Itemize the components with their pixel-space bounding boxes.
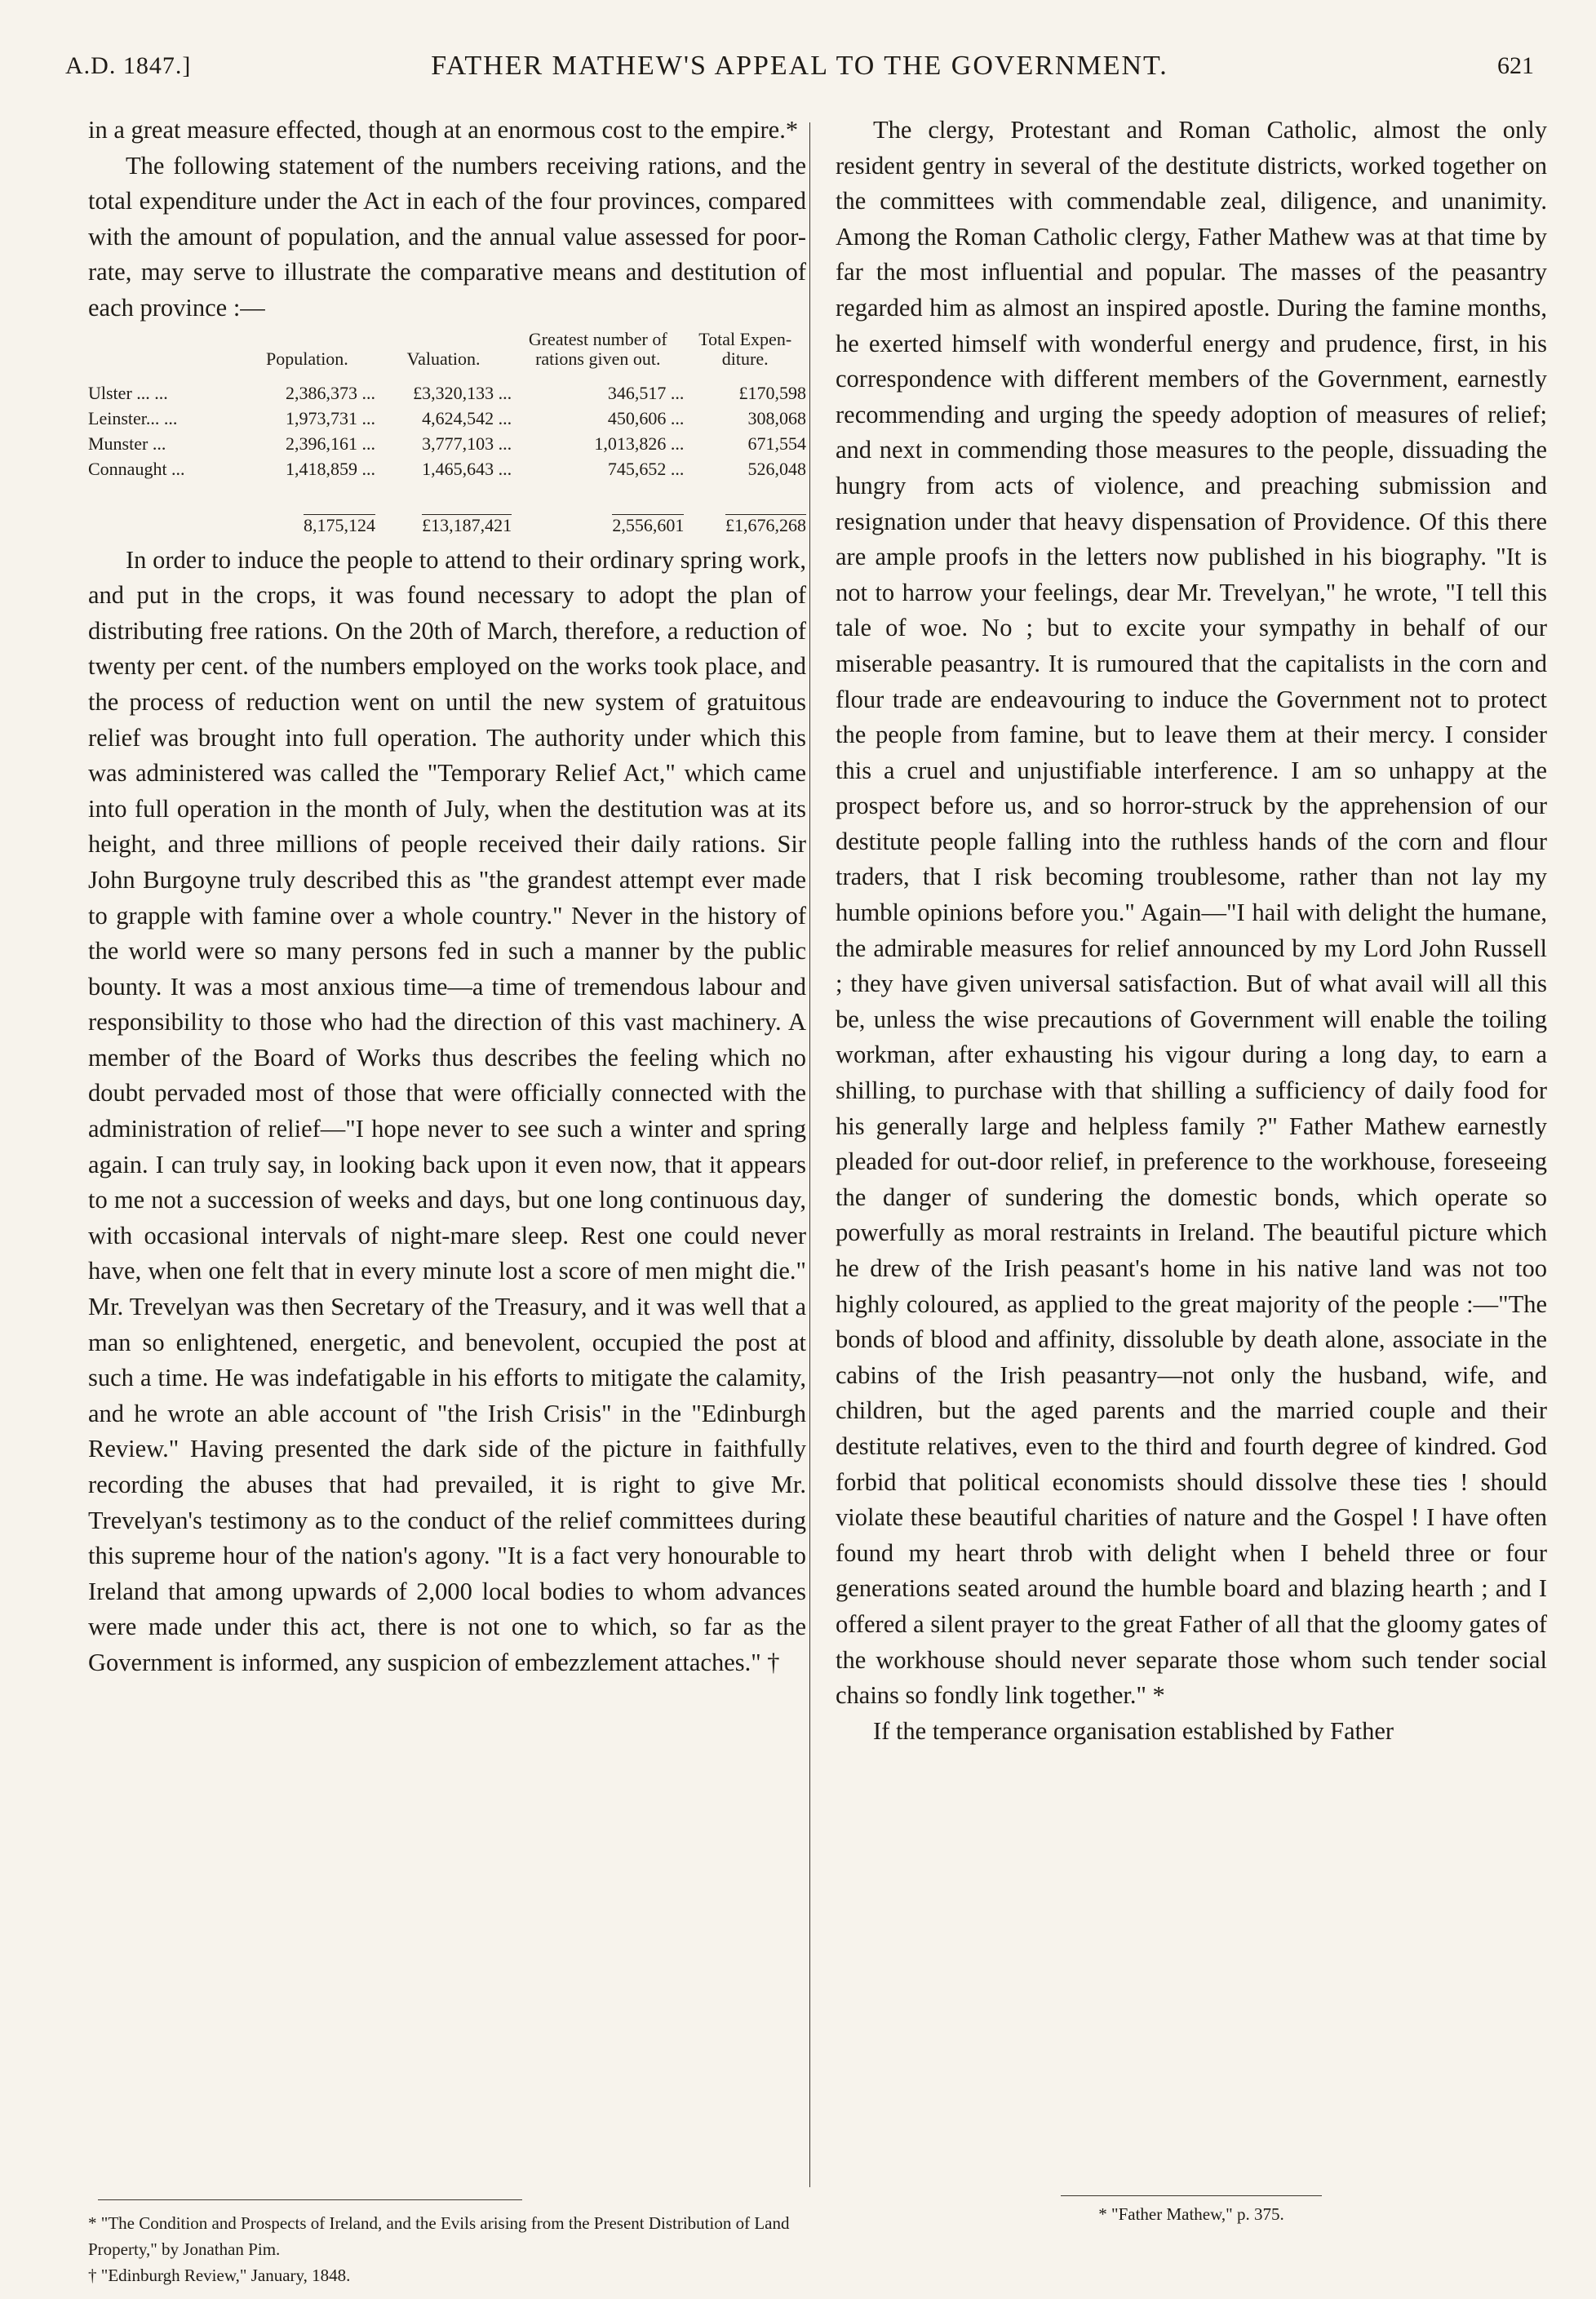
total-valuation: £13,187,421	[422, 514, 512, 535]
cell-province: Connaught ...	[88, 458, 185, 479]
cell-population: 1,418,859 ...	[285, 458, 375, 479]
cell-expenditure: 671,554	[747, 433, 806, 454]
left-paragraph-2: The following statement of the numbers receiving rations, and the total expenditure under the Act in each of the four provinces, compared with the amount of population, and the annual value assessed for poor-rate, may serve to illustrate the comparative means and destitution of each province :—	[88, 151, 806, 322]
cell-valuation: 4,624,542 ...	[422, 407, 512, 428]
total-rations: 2,556,601	[612, 514, 685, 535]
table-row	[88, 380, 806, 406]
cell-population: 1,973,731 ...	[285, 407, 375, 428]
cell-population: 2,386,373 ...	[285, 382, 375, 403]
running-head-title: FATHER MATHEW'S APPEAL TO THE GOVERNMENT.	[431, 51, 1168, 81]
footnote-rule-right	[1061, 2195, 1322, 2196]
footnotes-left	[88, 2210, 806, 2288]
cell-total-valuation	[375, 482, 512, 538]
cell-total-population	[239, 482, 375, 538]
table-header-province	[88, 330, 239, 380]
table-header-valuation: Valuation.	[406, 348, 481, 369]
cell-expenditure: £170,598	[738, 382, 806, 403]
cell-total-rations	[512, 482, 684, 538]
table-totals-row	[88, 482, 806, 538]
table-row	[88, 456, 806, 482]
footnote-pim: * "The Condition and Prospects of Ireland, and the Evils arising from the Present Distribution of Land Property," by Jonathan Pim.	[88, 2213, 790, 2259]
cell-valuation: 1,465,643 ...	[422, 458, 512, 479]
table-header-expenditure: Total Expen-diture.	[698, 328, 792, 369]
total-population: 8,175,124	[303, 514, 375, 535]
province-statistics-table	[88, 330, 806, 538]
right-column	[836, 113, 1547, 1749]
table-row	[88, 431, 806, 456]
table-row	[88, 406, 806, 431]
footnote-rule-left	[98, 2199, 522, 2200]
running-head-date: A.D. 1847.]	[65, 52, 192, 79]
cell-rations: 745,652 ...	[607, 458, 685, 479]
total-expenditure: £1,676,268	[725, 514, 806, 535]
running-head	[65, 47, 1534, 88]
cell-valuation: 3,777,103 ...	[422, 433, 512, 454]
footnote-father-mathew: * "Father Mathew," p. 375.	[1098, 2204, 1284, 2224]
right-paragraph-2: If the temperance organisation established by Father	[873, 1716, 1394, 1745]
cell-province: Ulster ... ...	[88, 382, 168, 403]
left-paragraph-3: In order to induce the people to attend to their ordinary spring work, and put in the crops, it was found necessary to adopt the plan of distributing free rations. On the 20th of March, therefore, a reduction of twenty per cent. of the numbers employed on the works took place, and the process of reduction went on until the new system of gratuitous relief was brought into full operation. The authority under which this was administered was called the "Temporary Relief Act," which came into full operation in the month of July, when the destitution was at its height, and three millions of people received their daily rations. Sir John Burgoyne truly described this as "the grandest attempt ever made to grapple with famine over a whole country." Never in the history of the world were so many persons fed in such a manner by the public bounty. It was a most anxious time—a time of tremendous labour and responsibility to those who had the direction of this vast machinery. A member of the Board of Works thus describes the feeling which no doubt pervaded most of those that were officially connected with the administration of relief—"I hope never to see such a winter and spring again. I can truly say, in looking back upon it even now, that it appears to me not a succession of weeks and days, but one long continuous day, with occasional intervals of night-mare sleep. Rest one could never have, when one felt that in every minute lost a score of men might die." Mr. Trevelyan was then Secretary of the Treasury, and it was well that a man so enlightened, energetic, and benevolent, occupied the post at such a time. He was indefatigable in his efforts to mitigate the calamity, and he wrote an able account of "the Irish Crisis" in the "Edinburgh Review." Having presented the dark side of the picture in faithfully recording the abuses that had prevailed, it is right to give Mr. Trevelyan's testimony as to the conduct of the relief committees during this supreme hour of the nation's agony. "It is a fact very honourable to Ireland that among upwards of 2,000 local bodies to whom advances were made under this act, there is not one to which, so far as the Government is informed, any suspicion of embezzlement attaches." †	[88, 545, 806, 1676]
footnote-edinburgh-review: † "Edinburgh Review," January, 1848.	[88, 2266, 351, 2285]
footnotes-right	[836, 2201, 1547, 2227]
cell-valuation: £3,320,133 ...	[413, 382, 512, 403]
cell-expenditure: 308,068	[747, 407, 806, 428]
table-header-population: Population.	[265, 348, 348, 369]
table-header-rations: Greatest number of rations given out.	[528, 328, 667, 369]
column-divider	[809, 122, 810, 2187]
page-number: 621	[1497, 52, 1534, 79]
cell-total-expenditure	[684, 482, 806, 538]
cell-province: Leinster... ...	[88, 407, 178, 428]
cell-rations: 1,013,826 ...	[594, 433, 685, 454]
cell-population: 2,396,161 ...	[285, 433, 375, 454]
cell-total-label	[88, 482, 239, 538]
left-column	[88, 113, 806, 1681]
cell-province: Munster ...	[88, 433, 166, 454]
left-paragraph-1: in a great measure effected, though at an enormous cost to the empire.*	[88, 116, 799, 144]
cell-rations: 346,517 ...	[607, 382, 685, 403]
table-header-row	[88, 330, 806, 380]
cell-expenditure: 526,048	[747, 458, 806, 479]
right-paragraph-1: The clergy, Protestant and Roman Catholic, almost the only resident gentry in several of the destitute districts, worked together on the committees with commendable zeal, diligence, and unanimity. Among the Roman Catholic clergy, Father Mathew was at that time by far the most influential and popular. The masses of the peasantry regarded him as almost an inspired apostle. During the famine months, he exerted himself with wonderful energy and prudence, first, in his correspondence with different members of the Government, earnestly recommending and urging the speedy adoption of measures of relief; and next in commending those measures to the people, dissuading the hungry from acts of violence, and preaching submission and resignation under that heavy dispensation of Providence. Of this there are ample proofs in the letters now published in his biography. "It is not to harrow your feelings, dear Mr. Trevelyan," he wrote, "I tell this tale of woe. No ; but to excite your sympathy in behalf of our miserable peasantry. It is rumoured that the capitalists in the corn and flour trade are endeavouring to induce the Government not to protect the people from famine, but to leave them at their mercy. I consider this a cruel and unjustifiable interference. I am so unhappy at the prospect before us, and so horror-struck by the apprehension of our destitute people falling into the ruthless hands of the corn and flour traders, that I risk becoming troublesome, rather than not lay my humble opinions before you." Again—"I hail with delight the humane, the admirable measures for relief announced by my Lord John Russell ; they have given universal satisfaction. But of what avail will all this be, unless the wise precautions of Government will enable the toiling workman, after exhausting his vigour during a long day, to earn a shilling, to purchase with that shilling a sufficiency of daily food for his generally large and helpless family ?" Father Mathew earnestly pleaded for out-door relief, in preference to the workhouse, foreseeing the danger of sundering the domestic bonds, which operate so powerfully as moral restraints in Ireland. The beautiful picture which he drew of the Irish peasant's home in his native land was not too highly coloured, as applied to the great majority of the people :—"The bonds of blood and affinity, dissoluble by death alone, associate in the cabins of the Irish peasantry—not only the husband, wife, and children, but the aged parents and the married couple and their destitute relatives, even to the third and fourth degree of kindred. God forbid that political economists should dissolve these ties ! should violate these beautiful charities of nature and the Gospel ! I have often found my heart throb with delight when I beheld three or four generations seated around the humble board and blazing hearth ; and I offered a silent prayer to the great Father of all that the gloomy gates of the workhouse should never separate those whom such tender social chains so fondly link together." *	[836, 116, 1547, 1710]
cell-rations: 450,606 ...	[607, 407, 685, 428]
